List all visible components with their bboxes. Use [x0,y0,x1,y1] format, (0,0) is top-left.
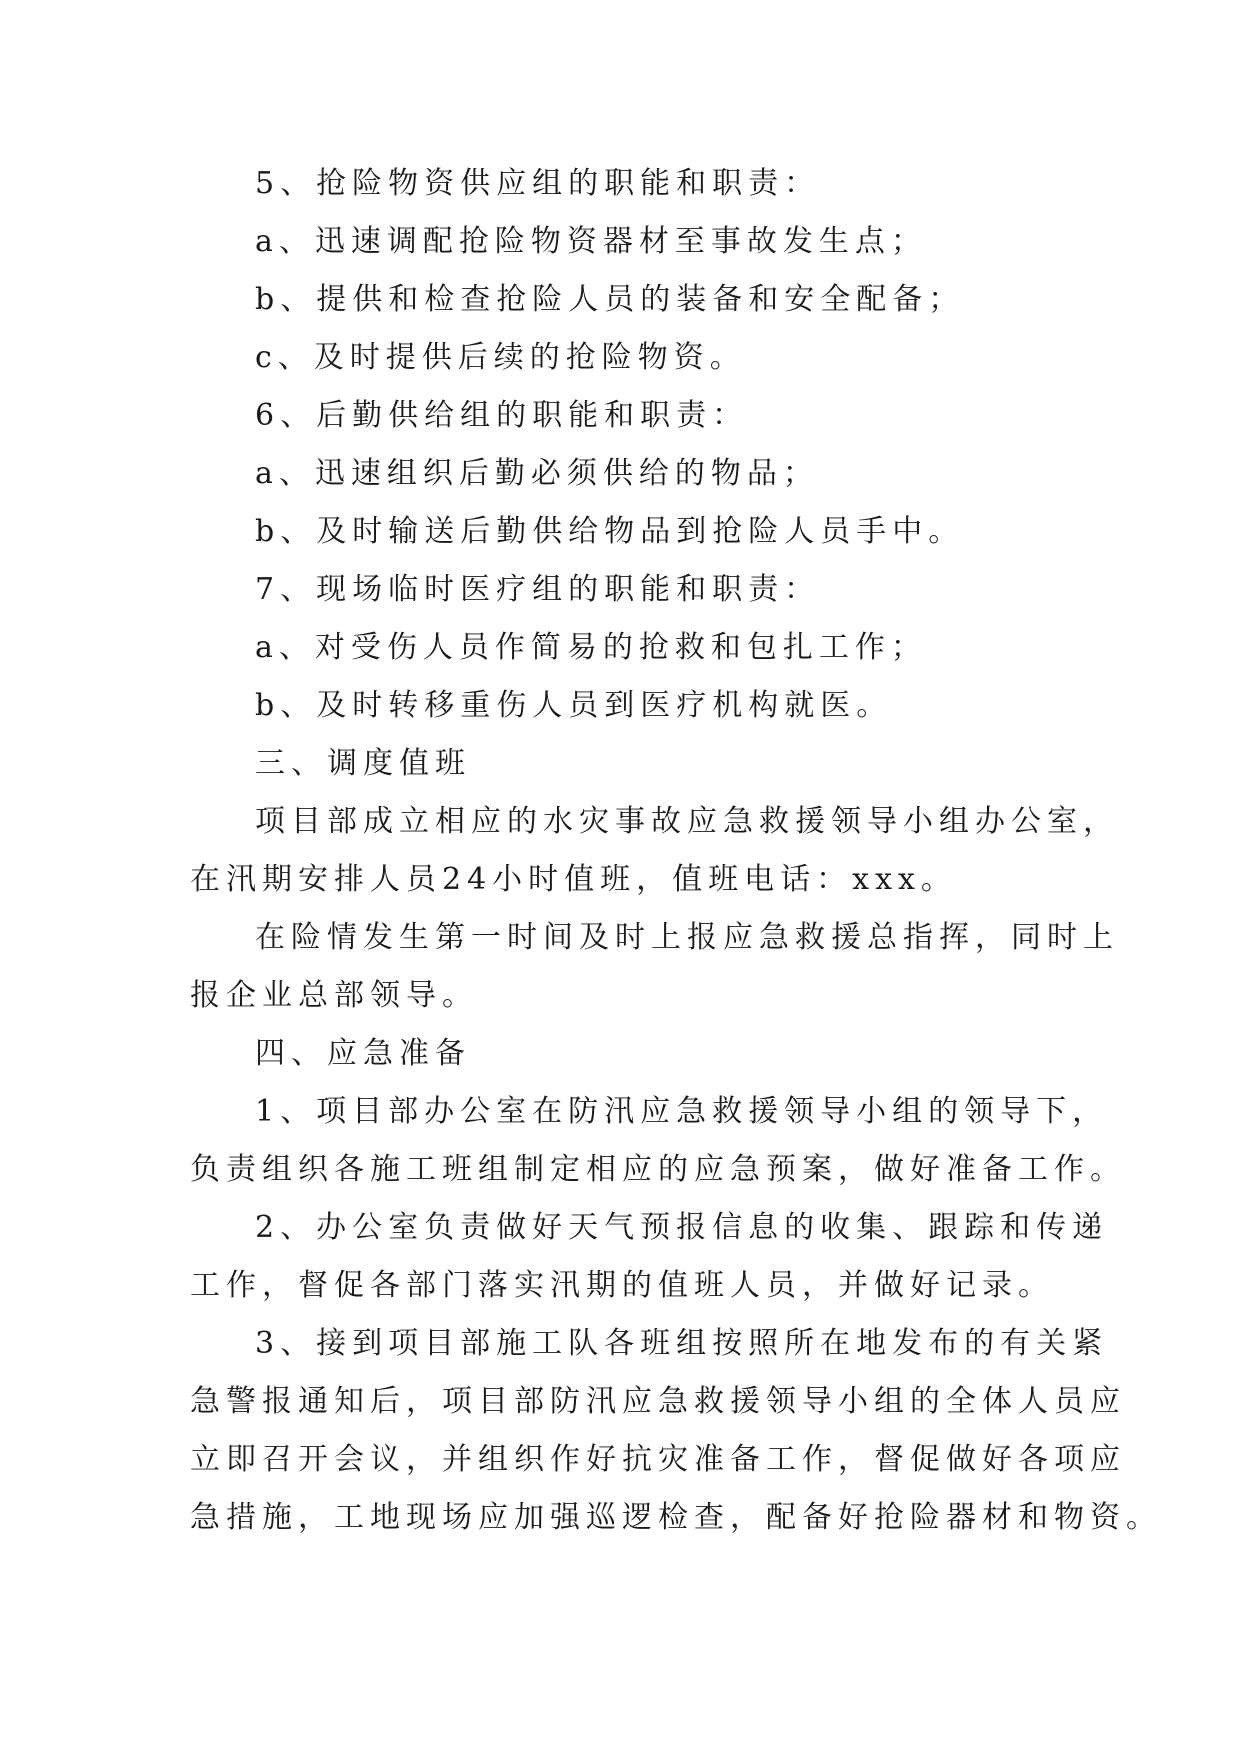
paragraph-line: 急措施，工地现场应加强巡逻检查，配备好抢险器材和物资。 [190,1500,1162,1535]
section-heading-dispatch-duty: 三、调度值班 [255,746,471,781]
paragraph-line: 报企业总部领导。 [190,978,478,1013]
paragraph-line: 3、接到项目部施工队各班组按照所在地发布的有关紧 [255,1326,1109,1361]
list-item: a、对受伤人员作简易的抢救和包扎工作； [255,630,927,665]
paragraph-line: 负责组织各施工班组制定相应的应急预案，做好准备工作。 [190,1152,1126,1187]
section-heading-medical-group: 7、现场临时医疗组的职能和职责： [255,572,821,607]
paragraph-line: 在险情发生第一时间及时上报应急救援总指挥，同时上 [255,920,1119,955]
paragraph-line: 2、办公室负责做好天气预报信息的收集、跟踪和传递 [255,1210,1109,1245]
list-item: c、及时提供后续的抢险物资。 [255,340,746,375]
paragraph-line: 项目部成立相应的水灾事故应急救援领导小组办公室， [255,804,1119,839]
section-heading-logistics-group: 6、后勤供给组的职能和职责： [255,398,749,433]
section-heading-emergency-preparation: 四、应急准备 [255,1036,471,1071]
list-item: b、提供和检查抢险人员的装备和安全配备； [255,282,965,317]
list-item: b、及时输送后勤供给物品到抢险人员手中。 [255,514,965,549]
paragraph-line: 在汛期安排人员24小时值班，值班电话：xxx。 [190,862,957,897]
list-item: a、迅速调配抢险物资器材至事故发生点； [255,224,927,259]
section-heading-supply-group: 5、抢险物资供应组的职能和职责： [255,166,821,201]
list-item: a、迅速组织后勤必须供给的物品； [255,456,819,491]
paragraph-line: 急警报通知后，项目部防汛应急救援领导小组的全体人员应 [190,1384,1126,1419]
paragraph-line: 立即召开会议，并组织作好抗灾准备工作，督促做好各项应 [190,1442,1126,1477]
paragraph-line: 工作，督促各部门落实汛期的值班人员，并做好记录。 [190,1268,1054,1303]
list-item: b、及时转移重伤人员到医疗机构就医。 [255,688,893,723]
document-body [190,155,1162,1547]
paragraph-line: 1、项目部办公室在防汛应急救援领导小组的领导下， [255,1094,1109,1129]
